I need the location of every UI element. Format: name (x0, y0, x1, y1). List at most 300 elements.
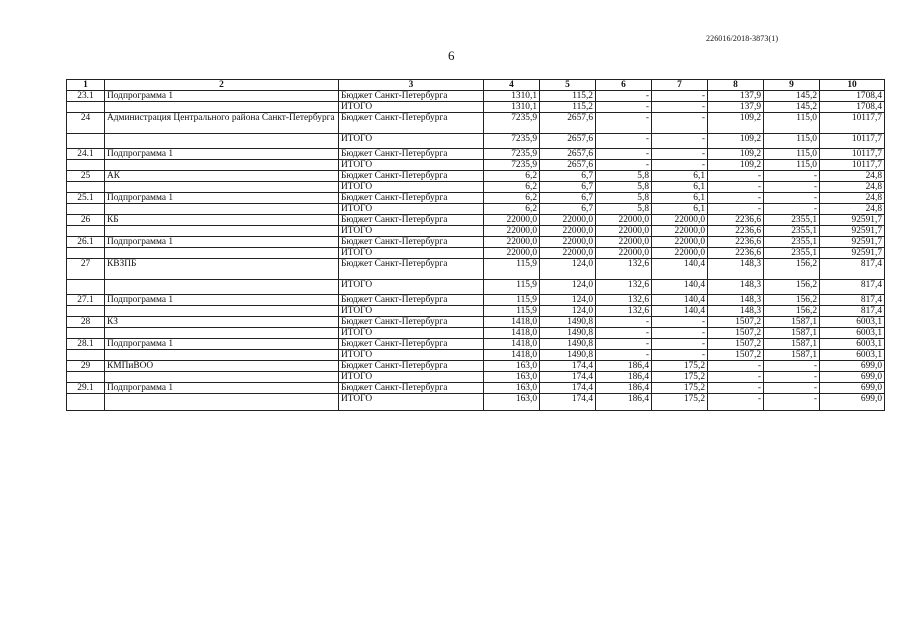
value-cell: 5,8 (596, 171, 652, 182)
table-row (67, 383, 885, 394)
value-cell: 145,2 (764, 102, 820, 113)
value-cell: - (764, 182, 820, 193)
value-cell: - (764, 394, 820, 411)
value-cell: 163,0 (484, 383, 540, 394)
row-index: 24.1 (67, 149, 105, 160)
value-cell: 1587,1 (764, 339, 820, 350)
column-header: 7 (652, 80, 708, 91)
table-row (67, 372, 885, 383)
funding-source: ИТОГО (339, 102, 484, 113)
value-cell: - (708, 193, 764, 204)
value-cell: 22000,0 (596, 226, 652, 237)
funding-source: ИТОГО (339, 134, 484, 149)
value-cell: 24,8 (820, 182, 885, 193)
value-cell: 2657,6 (540, 149, 596, 160)
value-cell: - (652, 113, 708, 134)
table-row (67, 248, 885, 259)
value-cell: 109,2 (708, 134, 764, 149)
value-cell: 148,3 (708, 259, 764, 280)
value-cell: - (652, 350, 708, 361)
value-cell: - (652, 160, 708, 171)
value-cell: 6,2 (484, 171, 540, 182)
value-cell: - (764, 204, 820, 215)
table-row (67, 317, 885, 328)
value-cell: 140,4 (652, 259, 708, 280)
value-cell: 22000,0 (596, 215, 652, 226)
row-name: Подпрограмма 1 (105, 339, 339, 350)
value-cell: 115,0 (764, 160, 820, 171)
value-cell: 6,1 (652, 204, 708, 215)
value-cell: - (708, 204, 764, 215)
funding-source: ИТОГО (339, 372, 484, 383)
table-row (67, 280, 885, 295)
row-name: КЗ (105, 317, 339, 328)
value-cell: 10117,7 (820, 134, 885, 149)
table-row (67, 259, 885, 280)
value-cell: 174,4 (540, 394, 596, 411)
row-name (105, 102, 339, 113)
value-cell: 175,2 (652, 361, 708, 372)
value-cell: - (708, 171, 764, 182)
row-index: 26 (67, 215, 105, 226)
value-cell: 186,4 (596, 383, 652, 394)
value-cell: 115,0 (764, 149, 820, 160)
row-index (67, 102, 105, 113)
table-row (67, 306, 885, 317)
table-row (67, 350, 885, 361)
value-cell: 1490,8 (540, 339, 596, 350)
value-cell: 22000,0 (540, 237, 596, 248)
value-cell: 817,4 (820, 306, 885, 317)
value-cell: 1587,1 (764, 328, 820, 339)
value-cell: 156,2 (764, 306, 820, 317)
value-cell: 1490,8 (540, 328, 596, 339)
value-cell: 2236,6 (708, 237, 764, 248)
value-cell: 22000,0 (596, 237, 652, 248)
value-cell: 92591,7 (820, 215, 885, 226)
value-cell: 22000,0 (484, 215, 540, 226)
table-row (67, 160, 885, 171)
value-cell: 140,4 (652, 280, 708, 295)
value-cell: - (708, 361, 764, 372)
funding-source: Бюджет Санкт-Петербурга (339, 317, 484, 328)
value-cell: 186,4 (596, 394, 652, 411)
column-header: 3 (339, 80, 484, 91)
row-name (105, 160, 339, 171)
value-cell: 1507,2 (708, 328, 764, 339)
value-cell: 24,8 (820, 171, 885, 182)
value-cell: - (596, 102, 652, 113)
funding-source: Бюджет Санкт-Петербурга (339, 383, 484, 394)
value-cell: 156,2 (764, 280, 820, 295)
row-index: 25.1 (67, 193, 105, 204)
value-cell: 115,2 (540, 102, 596, 113)
value-cell: 7235,9 (484, 134, 540, 149)
row-name: Администрация Центрального района Санкт-Петербурга (105, 113, 339, 134)
funding-source: ИТОГО (339, 306, 484, 317)
value-cell: 115,0 (764, 134, 820, 149)
table-row (67, 171, 885, 182)
value-cell: 1490,8 (540, 317, 596, 328)
value-cell: - (652, 149, 708, 160)
row-name (105, 350, 339, 361)
value-cell: 2355,1 (764, 248, 820, 259)
value-cell: 6003,1 (820, 350, 885, 361)
value-cell: 132,6 (596, 295, 652, 306)
value-cell: 1310,1 (484, 91, 540, 102)
value-cell: 6,2 (484, 193, 540, 204)
page-number: 6 (448, 48, 455, 63)
table-row (67, 193, 885, 204)
value-cell: 10117,7 (820, 149, 885, 160)
value-cell: - (652, 328, 708, 339)
value-cell: 132,6 (596, 280, 652, 295)
value-cell: 124,0 (540, 280, 596, 295)
row-name: Подпрограмма 1 (105, 237, 339, 248)
value-cell: 1587,1 (764, 317, 820, 328)
column-header: 4 (484, 80, 540, 91)
value-cell: 6,7 (540, 204, 596, 215)
row-index (67, 226, 105, 237)
funding-source: Бюджет Санкт-Петербурга (339, 339, 484, 350)
value-cell: 817,4 (820, 259, 885, 280)
value-cell: 24,8 (820, 204, 885, 215)
value-cell: - (764, 383, 820, 394)
value-cell: 163,0 (484, 372, 540, 383)
row-index: 26.1 (67, 237, 105, 248)
value-cell: 115,9 (484, 259, 540, 280)
value-cell: 1418,0 (484, 328, 540, 339)
value-cell: 148,3 (708, 295, 764, 306)
row-name: Подпрограмма 1 (105, 91, 339, 102)
value-cell: 156,2 (764, 259, 820, 280)
table-row (67, 182, 885, 193)
row-name (105, 280, 339, 295)
column-header: 2 (105, 80, 339, 91)
value-cell: 92591,7 (820, 248, 885, 259)
column-header: 6 (596, 80, 652, 91)
row-index (67, 306, 105, 317)
funding-source: ИТОГО (339, 226, 484, 237)
row-name: Подпрограмма 1 (105, 193, 339, 204)
row-name (105, 226, 339, 237)
column-header: 8 (708, 80, 764, 91)
value-cell: 699,0 (820, 361, 885, 372)
value-cell: - (596, 91, 652, 102)
value-cell: 186,4 (596, 361, 652, 372)
value-cell: 6003,1 (820, 317, 885, 328)
table-row (67, 149, 885, 160)
value-cell: 1418,0 (484, 339, 540, 350)
funding-source: Бюджет Санкт-Петербурга (339, 171, 484, 182)
document-registration-number: 226016/2018-3873(1) (706, 34, 779, 43)
value-cell: - (596, 160, 652, 171)
value-cell: 699,0 (820, 383, 885, 394)
value-cell: - (764, 361, 820, 372)
value-cell: 115,0 (764, 113, 820, 134)
row-index: 29 (67, 361, 105, 372)
value-cell: 115,9 (484, 306, 540, 317)
value-cell: - (764, 372, 820, 383)
value-cell: 6,7 (540, 182, 596, 193)
row-name: Подпрограмма 1 (105, 383, 339, 394)
row-name: Подпрограмма 1 (105, 295, 339, 306)
value-cell: - (596, 113, 652, 134)
value-cell: - (708, 383, 764, 394)
value-cell: 175,2 (652, 372, 708, 383)
value-cell: - (764, 193, 820, 204)
table-row (67, 102, 885, 113)
value-cell: 5,8 (596, 193, 652, 204)
value-cell: 132,6 (596, 306, 652, 317)
value-cell: 22000,0 (652, 226, 708, 237)
value-cell: 22000,0 (540, 248, 596, 259)
row-index: 28.1 (67, 339, 105, 350)
table-row (67, 226, 885, 237)
row-name: КВЗПБ (105, 259, 339, 280)
value-cell: 124,0 (540, 306, 596, 317)
funding-source: ИТОГО (339, 204, 484, 215)
value-cell: 1418,0 (484, 350, 540, 361)
value-cell: 145,2 (764, 91, 820, 102)
value-cell: - (596, 339, 652, 350)
funding-source: ИТОГО (339, 350, 484, 361)
value-cell: 6,7 (540, 171, 596, 182)
value-cell: 174,4 (540, 383, 596, 394)
funding-source: ИТОГО (339, 394, 484, 411)
table-row (67, 91, 885, 102)
row-index: 29.1 (67, 383, 105, 394)
value-cell: 115,2 (540, 91, 596, 102)
value-cell: 22000,0 (484, 226, 540, 237)
row-index: 27.1 (67, 295, 105, 306)
value-cell: 175,2 (652, 383, 708, 394)
value-cell: 1507,2 (708, 317, 764, 328)
value-cell: - (652, 317, 708, 328)
table-row (67, 339, 885, 350)
row-index (67, 280, 105, 295)
table-row (67, 394, 885, 411)
value-cell: 6,2 (484, 182, 540, 193)
value-cell: 124,0 (540, 295, 596, 306)
value-cell: 109,2 (708, 160, 764, 171)
value-cell: 22000,0 (540, 215, 596, 226)
value-cell: 2355,1 (764, 215, 820, 226)
value-cell: - (652, 91, 708, 102)
row-index (67, 328, 105, 339)
value-cell: 92591,7 (820, 226, 885, 237)
value-cell: 174,4 (540, 372, 596, 383)
value-cell: 124,0 (540, 259, 596, 280)
value-cell: 1507,2 (708, 350, 764, 361)
funding-source: Бюджет Санкт-Петербурга (339, 113, 484, 134)
column-header: 9 (764, 80, 820, 91)
row-index (67, 350, 105, 361)
column-header: 5 (540, 80, 596, 91)
row-name (105, 204, 339, 215)
row-name: Подпрограмма 1 (105, 149, 339, 160)
value-cell: 699,0 (820, 394, 885, 411)
value-cell: - (764, 171, 820, 182)
value-cell: 6,1 (652, 171, 708, 182)
value-cell: 6003,1 (820, 328, 885, 339)
value-cell: 22000,0 (652, 237, 708, 248)
value-cell: 2355,1 (764, 237, 820, 248)
row-index (67, 372, 105, 383)
budget-table (66, 79, 885, 411)
value-cell: 137,9 (708, 102, 764, 113)
funding-source: Бюджет Санкт-Петербурга (339, 361, 484, 372)
row-name: КБ (105, 215, 339, 226)
value-cell: 140,4 (652, 295, 708, 306)
row-index (67, 204, 105, 215)
funding-source: ИТОГО (339, 160, 484, 171)
value-cell: 22000,0 (652, 248, 708, 259)
value-cell: - (596, 149, 652, 160)
row-index: 25 (67, 171, 105, 182)
row-name: КМПиВОО (105, 361, 339, 372)
value-cell: 817,4 (820, 295, 885, 306)
row-name (105, 394, 339, 411)
funding-source: ИТОГО (339, 248, 484, 259)
value-cell: 2657,6 (540, 160, 596, 171)
row-index (67, 394, 105, 411)
value-cell: - (708, 394, 764, 411)
funding-source: Бюджет Санкт-Петербурга (339, 295, 484, 306)
value-cell: - (596, 317, 652, 328)
value-cell: 132,6 (596, 259, 652, 280)
value-cell: 2657,6 (540, 113, 596, 134)
column-header: 1 (67, 80, 105, 91)
value-cell: 24,8 (820, 193, 885, 204)
value-cell: - (596, 134, 652, 149)
value-cell: 92591,7 (820, 237, 885, 248)
value-cell: 137,9 (708, 91, 764, 102)
funding-source: Бюджет Санкт-Петербурга (339, 91, 484, 102)
row-index (67, 182, 105, 193)
value-cell: 6,1 (652, 182, 708, 193)
value-cell: 6,2 (484, 204, 540, 215)
table-row (67, 134, 885, 149)
value-cell: 1587,1 (764, 350, 820, 361)
value-cell: 1708,4 (820, 91, 885, 102)
value-cell: 22000,0 (484, 248, 540, 259)
value-cell: 6,1 (652, 193, 708, 204)
value-cell: 7235,9 (484, 160, 540, 171)
column-header: 10 (820, 80, 885, 91)
row-name (105, 372, 339, 383)
table-row (67, 237, 885, 248)
table-row (67, 361, 885, 372)
row-name (105, 182, 339, 193)
table-row (67, 113, 885, 134)
value-cell: 6003,1 (820, 339, 885, 350)
value-cell: 1418,0 (484, 317, 540, 328)
row-index: 27 (67, 259, 105, 280)
value-cell: 2657,6 (540, 134, 596, 149)
funding-source: ИТОГО (339, 328, 484, 339)
value-cell: 175,2 (652, 394, 708, 411)
row-name: АК (105, 171, 339, 182)
table-header-row (67, 80, 885, 91)
value-cell: 6,7 (540, 193, 596, 204)
value-cell: 10117,7 (820, 160, 885, 171)
row-index: 28 (67, 317, 105, 328)
funding-source: Бюджет Санкт-Петербурга (339, 259, 484, 280)
value-cell: 174,4 (540, 361, 596, 372)
table-body (67, 91, 885, 411)
value-cell: 817,4 (820, 280, 885, 295)
value-cell: 1507,2 (708, 339, 764, 350)
value-cell: - (596, 350, 652, 361)
value-cell: - (708, 372, 764, 383)
table-row (67, 295, 885, 306)
value-cell: - (652, 134, 708, 149)
value-cell: 148,3 (708, 280, 764, 295)
value-cell: 115,9 (484, 280, 540, 295)
value-cell: 140,4 (652, 306, 708, 317)
row-index: 23.1 (67, 91, 105, 102)
value-cell: 148,3 (708, 306, 764, 317)
row-name (105, 306, 339, 317)
value-cell: - (652, 339, 708, 350)
funding-source: Бюджет Санкт-Петербурга (339, 215, 484, 226)
value-cell: 1490,8 (540, 350, 596, 361)
funding-source: ИТОГО (339, 182, 484, 193)
value-cell: 22000,0 (596, 248, 652, 259)
row-name (105, 328, 339, 339)
value-cell: 22000,0 (484, 237, 540, 248)
row-index (67, 134, 105, 149)
funding-source: Бюджет Санкт-Петербурга (339, 237, 484, 248)
value-cell: 115,9 (484, 295, 540, 306)
value-cell: - (652, 102, 708, 113)
table-row (67, 328, 885, 339)
value-cell: 5,8 (596, 204, 652, 215)
value-cell: 22000,0 (652, 215, 708, 226)
value-cell: 156,2 (764, 295, 820, 306)
value-cell: 109,2 (708, 149, 764, 160)
funding-source: ИТОГО (339, 280, 484, 295)
value-cell: 1708,4 (820, 102, 885, 113)
value-cell: 1310,1 (484, 102, 540, 113)
value-cell: 10117,7 (820, 113, 885, 134)
value-cell: 163,0 (484, 361, 540, 372)
funding-source: Бюджет Санкт-Петербурга (339, 149, 484, 160)
value-cell: 7235,9 (484, 149, 540, 160)
funding-source: Бюджет Санкт-Петербурга (339, 193, 484, 204)
value-cell: 2236,6 (708, 226, 764, 237)
value-cell: 186,4 (596, 372, 652, 383)
row-name (105, 248, 339, 259)
value-cell: 699,0 (820, 372, 885, 383)
value-cell: - (596, 328, 652, 339)
value-cell: 2236,6 (708, 215, 764, 226)
row-index (67, 160, 105, 171)
value-cell: 2355,1 (764, 226, 820, 237)
value-cell: 2236,6 (708, 248, 764, 259)
table-row (67, 215, 885, 226)
value-cell: 163,0 (484, 394, 540, 411)
value-cell: 109,2 (708, 113, 764, 134)
row-index: 24 (67, 113, 105, 134)
value-cell: 7235,9 (484, 113, 540, 134)
value-cell: 22000,0 (540, 226, 596, 237)
value-cell: 5,8 (596, 182, 652, 193)
value-cell: - (708, 182, 764, 193)
table-row (67, 204, 885, 215)
row-index (67, 248, 105, 259)
